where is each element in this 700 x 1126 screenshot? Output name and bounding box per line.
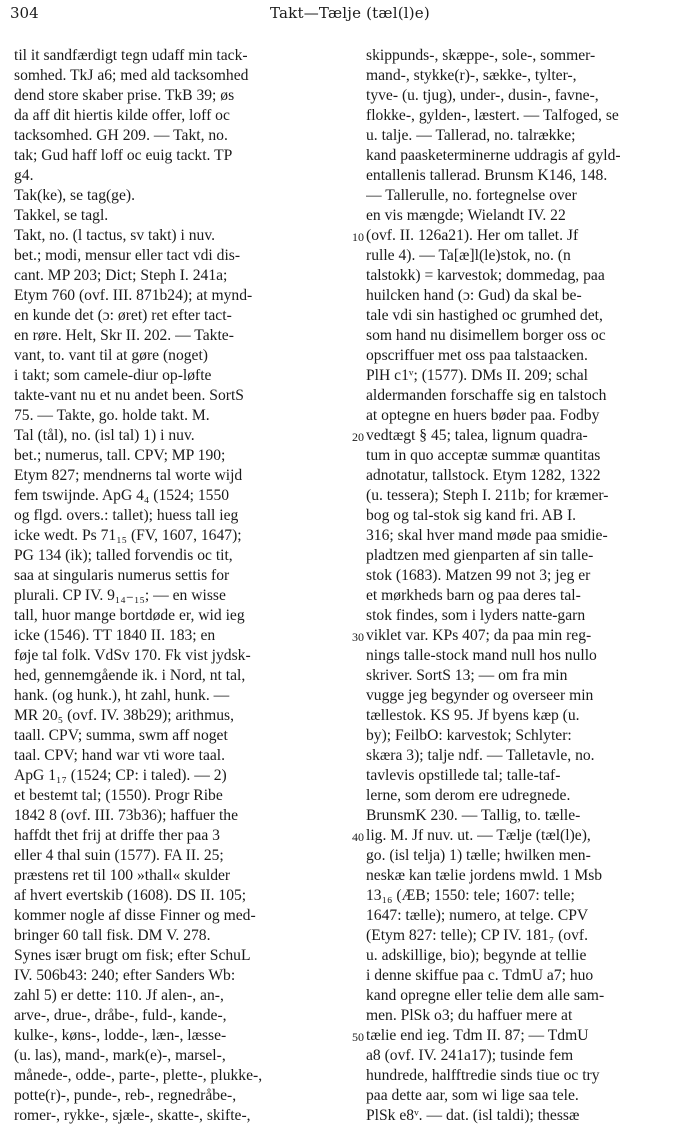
- text-line: PlH c1ᵛ; (1577). DMs II. 209; schal: [366, 367, 589, 384]
- text-line: romer-, rykke-, sjæle-, skatte-, skifte-,: [14, 1107, 251, 1124]
- text-line: BrunsmK 230. — Tallig, to. tælle-: [366, 807, 581, 824]
- text-line: bet.; modi, mensur eller tact vdi dis-: [14, 247, 241, 264]
- text-line: fem tswijnde. ApG 4₄ (1524; 1550: [14, 487, 230, 504]
- text-line: (u. tessera); Steph I. 211b; for kræmer-: [366, 487, 609, 504]
- page-header: [0, 0, 700, 30]
- text-line: kand paasketerminerne uddragis af gyld-: [366, 147, 621, 164]
- text-line: ApG 1₁₇ (1524; CP: i taled). — 2): [14, 767, 227, 784]
- text-line: en kunde det (ɔ: øret) ret efter tact-: [14, 307, 232, 324]
- text-line: månede-, odde-, parte-, plette-, plukke-,: [14, 1067, 263, 1084]
- text-line: go. (isl telja) 1) tælle; hwilken men-: [366, 847, 591, 864]
- text-line: føje tal folk. VdSv 170. Fk vist jydsk-: [14, 647, 251, 664]
- text-line: g4.: [14, 167, 34, 184]
- text-line: (u. las), mand-, mark(e)-, marsel-,: [14, 1047, 226, 1064]
- text-line: som hand nu disimellem borger oss oc: [366, 327, 606, 344]
- text-line: hank. (og hunk.), ht zahl, hunk. —: [14, 687, 230, 704]
- text-line: haffdt thet frij at driffe ther paa 3: [14, 827, 220, 844]
- text-line: kommer nogle af disse Finner og med-: [14, 907, 256, 924]
- text-line: paa dette aar, som wi lige saa tele.: [366, 1087, 579, 1104]
- text-line: (Etym 827: telle); CP IV. 181₇ (ovf.: [366, 927, 588, 944]
- line-number: 30: [352, 630, 364, 644]
- text-line: mand-, stykke(r)-, sække-, tylter-,: [366, 67, 577, 84]
- text-line: tum in quo acceptæ summæ quantitas: [366, 447, 601, 464]
- text-line: vugge jeg begynder og overseer min: [366, 687, 594, 704]
- text-line: potte(r)-, punde-, reb-, regnedråbe-,: [14, 1087, 237, 1104]
- text-line: da aff dit hiertis kilde offer, loff oc: [14, 107, 230, 124]
- text-line: Takt, no. (l tactus, sv takt) i nuv.: [14, 227, 216, 244]
- text-line: taal. CPV; hand war vti wore taal.: [14, 747, 226, 764]
- text-line: entallenis tallerad. Brunsm K146, 148.: [366, 167, 608, 184]
- line-number: 20: [352, 430, 364, 444]
- text-line: tavlevis opstillede tal; talle-taf-: [366, 767, 561, 784]
- text-line: 13₁₆ (ÆB; 1550: tele; 1607: telle;: [366, 887, 575, 904]
- text-line: tall, huor mange bortdøde er, wid ieg: [14, 607, 245, 624]
- text-line: talstokk) = karvestok; dommedag, paa: [366, 267, 605, 284]
- text-line: PG 134 (ik); talled forvendis oc tit,: [14, 547, 233, 564]
- right-column: [366, 46, 698, 1126]
- text-line: adnotatur, tallstock. Etym 1282, 1322: [366, 467, 601, 484]
- text-line: opscriffuer met oss paa talstaacken.: [366, 347, 588, 364]
- text-line: skæra 3); talje ndf. — Talletavle, no.: [366, 747, 595, 764]
- text-line: 1842 8 (ovf. III. 73b36); haffuer the: [14, 807, 239, 824]
- text-line: flokke-, gylden-, læstert. — Talfoged, se: [366, 107, 619, 124]
- text-line: tak; Gud haff loff oc euig tackt. TP: [14, 147, 233, 164]
- text-line: takte-vant nu et nu andet been. SortS: [14, 387, 244, 404]
- text-line: a8 (ovf. IV. 241a17); tusinde fem: [366, 1047, 574, 1064]
- text-line: skippunds-, skæppe-, sole-, sommer-: [366, 47, 596, 64]
- page-number: 304: [10, 4, 39, 22]
- text-line: Tal (tål), no. (isl tal) 1) i nuv.: [14, 427, 195, 444]
- left-column: [14, 46, 350, 1126]
- text-line: stok (1683). Matzen 99 not 3; jeg er: [366, 567, 591, 584]
- text-line: 75. — Takte, go. holde takt. M.: [14, 407, 210, 424]
- text-line: en vis mængde; Wielandt IV. 22: [366, 207, 566, 224]
- text-line: tællestok. KS 95. Jf byens kæp (u.: [366, 707, 580, 724]
- text-line: Synes især brugt om fisk; efter SchuL: [14, 947, 251, 964]
- text-line: taall. CPV; summa, swm aff noget: [14, 727, 228, 744]
- text-line: et bestemt tal; (1550). Progr Ribe: [14, 787, 223, 804]
- text-line: tale vdi sin hastighed oc grumhed det,: [366, 307, 603, 324]
- text-line: — Tallerulle, no. fortegnelse over: [366, 187, 577, 204]
- text-line: huilcken hand (ɔ: Gud) da skal be-: [366, 287, 582, 304]
- text-line: aldermanden forschaffe sig en talstoch: [366, 387, 607, 404]
- text-line: 316; skal hver mand møde paa smidie-: [366, 527, 608, 544]
- text-line: af hvert evertskib (1608). DS II. 105;: [14, 887, 247, 904]
- text-line: bog og tal-stok sig kand fri. AB I.: [366, 507, 577, 524]
- text-line: somhed. TkJ a6; med ald tacksomhed: [14, 67, 249, 84]
- running-head: Takt—Tælje (tæl(l)e): [270, 4, 430, 22]
- text-line: (ovf. II. 126a21). Her om tallet. Jf: [366, 227, 579, 244]
- text-line: u. talje. — Tallerad, no. talrække;: [366, 127, 576, 144]
- text-line: 1647: tælle); numero, at telge. CPV: [366, 907, 589, 924]
- text-line: MR 20₅ (ovf. IV. 38b29); arithmus,: [14, 707, 234, 724]
- text-line: u. adskillige, bio); begynde at tellie: [366, 947, 587, 964]
- text-line: hundrede, halfftredie sinds tiue oc try: [366, 1067, 600, 1084]
- text-line: at optegne en huers bøder paa. Fodby: [366, 407, 600, 424]
- text-line: by); FeilbO: karvestok; Schlyter:: [366, 727, 572, 744]
- text-line: Etym 827; mendnerns tal worte wijd: [14, 467, 243, 484]
- text-line: stok findes, som i lyders natte-garn: [366, 607, 586, 624]
- text-line: i takt; som camele-diur op-løfte: [14, 367, 212, 384]
- text-line: viklet var. KPs 407; da paa min reg-: [366, 627, 592, 644]
- text-line: præstens ret til 100 »thall« skulder: [14, 867, 231, 884]
- text-line: kand opregne eller telie dem alle sam-: [366, 987, 605, 1004]
- text-line: lerne, som derom ere udregnede.: [366, 787, 571, 804]
- text-line: plurali. CP IV. 9₁₄₋₁₅; — en wisse: [14, 587, 226, 604]
- line-number: 40: [352, 830, 364, 844]
- text-line: et mørkheds barn og paa deres tal-: [366, 587, 581, 604]
- text-line: eller 4 thal suin (1577). FA II. 25;: [14, 847, 224, 864]
- text-line: vedtægt § 45; talea, lignum quadra-: [366, 427, 588, 444]
- text-line: i denne skiffue paa c. TdmU a7; huo: [366, 967, 594, 984]
- text-line: cant. MP 203; Dict; Steph I. 241a;: [14, 267, 228, 284]
- text-line: Tak(ke), se tag(ge).: [14, 187, 135, 204]
- text-line: kulke-, køns-, lodde-, læn-, læsse-: [14, 1027, 227, 1044]
- text-line: tacksomhed. GH 209. — Takt, no.: [14, 127, 228, 144]
- line-number: 10: [352, 230, 364, 244]
- text-line: Takkel, se tagl.: [14, 207, 109, 224]
- text-line: lig. M. Jf nuv. ut. — Tælje (tæl(l)e),: [366, 827, 591, 844]
- text-line: en røre. Helt, Skr II. 202. — Takte-: [14, 327, 234, 344]
- text-line: dend store skaber prise. TkB 39; øs: [14, 87, 235, 104]
- text-line: bringer 60 tall fisk. DM V. 278.: [14, 927, 211, 944]
- line-number: 50: [352, 1030, 364, 1044]
- text-line: vant, to. vant til at gøre (noget): [14, 347, 209, 364]
- text-line: icke wedt. Ps 71₁₅ (FV, 1607, 1647);: [14, 527, 242, 544]
- text-line: neskæ kan tælie jordens mwld. 1 Msb: [366, 867, 603, 884]
- text-line: zahl 5) er dette: 110. Jf alen-, an-,: [14, 987, 224, 1004]
- text-line: saa at singularis numerus settis for: [14, 567, 230, 584]
- text-line: og flgd. overs.: tallet); huess tall ieg: [14, 507, 239, 524]
- text-line: PlSk e8ᵛ. — dat. (isl taldi); thessæ: [366, 1107, 580, 1124]
- text-line: IV. 506b43: 240; efter Sanders Wb:: [14, 967, 236, 984]
- text-line: skriver. SortS 13; — om fra min: [366, 667, 568, 684]
- text-line: tyve- (u. tjug), under-, dusin-, favne-,: [366, 87, 599, 104]
- text-line: tælie end ieg. Tdm II. 87; — TdmU: [366, 1027, 589, 1044]
- text-line: Etym 760 (ovf. III. 871b24); at mynd-: [14, 287, 253, 304]
- text-line: til it sandfærdigt tegn udaff min tack-: [14, 47, 248, 64]
- text-line: hed, gennemgående ik. i Nord, nt tal,: [14, 667, 246, 684]
- text-line: nings talle-stock mand null hos nullo: [366, 647, 597, 664]
- text-line: icke (1546). TT 1840 II. 183; en: [14, 627, 216, 644]
- text-line: men. PlSk o3; du haffuer mere at: [366, 1007, 573, 1024]
- text-line: rulle 4). — Ta[æ]l(le)stok, no. (n: [366, 247, 571, 264]
- text-line: pladtzen med gienparten af sin talle-: [366, 547, 594, 564]
- text-line: arve-, drue-, dråbe-, fuld-, kande-,: [14, 1007, 227, 1024]
- text-line: bet.; numerus, tall. CPV; MP 190;: [14, 447, 226, 464]
